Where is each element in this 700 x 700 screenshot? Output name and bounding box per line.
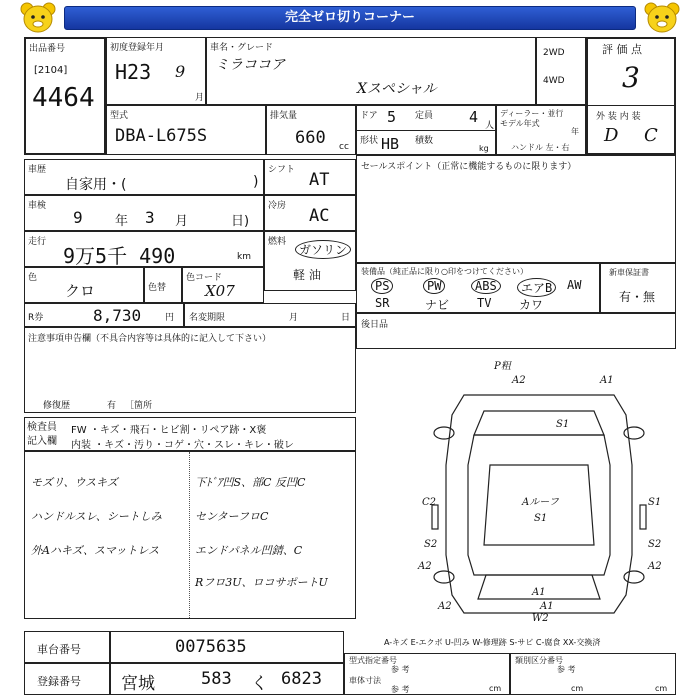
car-name-cell xyxy=(206,37,536,105)
banner-title: 完全ゼロ切りコーナー xyxy=(64,6,636,30)
grade-score-label: 評 価 点 xyxy=(602,43,642,56)
spec-label-2: 類別区分番号 xyxy=(515,656,563,665)
damage-mark: A2 xyxy=(438,601,452,612)
inspector-note-right: センターフロC xyxy=(195,510,269,523)
auction-sheet xyxy=(24,37,676,697)
inspection-label: 車検 xyxy=(28,201,47,211)
after-items-cell xyxy=(356,313,676,349)
color-change-cell xyxy=(144,267,182,303)
sales-point-label: セールスポイント（正常に機能するものに限ります） xyxy=(361,162,577,172)
recycle-unit: 円 xyxy=(165,313,175,323)
first-registration-cell xyxy=(106,37,206,105)
shape-label: 形状 xyxy=(360,136,379,146)
spec-cell xyxy=(344,653,510,695)
dims-label: 車体寸法 xyxy=(349,676,381,685)
equip-airbag: エアB xyxy=(517,278,556,297)
equip-tv: TV xyxy=(477,296,492,310)
doors-shape-cell xyxy=(356,105,496,155)
warranty-label: 新車保証書 xyxy=(609,268,649,277)
check-cell xyxy=(24,417,356,451)
inspector-note-left: ハンドルスレ、シートしみ xyxy=(31,510,162,523)
chassis-cell xyxy=(110,631,344,663)
lot-number: 4464 xyxy=(32,83,95,113)
dims-unit-3: cm xyxy=(655,684,668,693)
sales-point-cell xyxy=(356,155,676,263)
equip-aw: AW xyxy=(567,278,582,292)
damage-mark: S1 xyxy=(534,513,548,524)
shift-label: シフト xyxy=(268,165,296,175)
equip-navi: ナビ xyxy=(425,298,450,312)
handle-label: ハンドル 左・右 xyxy=(511,143,570,152)
banner xyxy=(0,0,700,36)
load-unit: kg xyxy=(479,144,489,153)
warranty: 有・無 xyxy=(619,290,656,304)
notes-label: 注意事項申告欄（不具合内容等は具体的に記入して下さい） xyxy=(28,334,272,344)
equip-ps: PS xyxy=(371,278,393,294)
insp-day-unit: 日) xyxy=(231,214,250,229)
lot-number-cell xyxy=(24,37,106,155)
fuel-diesel: 軽 油 xyxy=(293,268,321,282)
damage-mark: A2 xyxy=(512,375,526,386)
plate-label: 登録番号 xyxy=(37,675,81,688)
color-code-label: 色コード xyxy=(186,273,223,283)
diagram-label: P粗 xyxy=(494,361,511,372)
ac-cell xyxy=(264,195,356,231)
color-cell xyxy=(24,267,144,303)
check-row-2: 内装 ・キズ・汚り・コゲ・穴・スレ・キレ・破レ xyxy=(71,440,294,451)
damage-mark: S2 xyxy=(424,539,438,550)
color: クロ xyxy=(65,282,96,300)
damage-mark: A1 xyxy=(532,587,546,598)
repair-location: ［箇所 xyxy=(125,401,153,411)
recycle-amount: 8,730 xyxy=(93,306,142,325)
dealer-label: ディーラー・並行 xyxy=(500,109,564,118)
recycle-cell xyxy=(24,303,184,327)
damage-mark: C2 xyxy=(422,497,437,508)
model: DBA-L675S xyxy=(115,126,208,146)
drive-2wd: 2WD xyxy=(543,48,565,58)
inspector-note-right: エンドパネル凹錆、C xyxy=(195,544,303,557)
mileage: 9万5千 490 xyxy=(63,244,176,268)
spec-cell-2 xyxy=(510,653,676,695)
inspector-note-right: 下ﾄﾞｱ凹S、部C 反凹C xyxy=(195,476,306,489)
equip-leather: カワ xyxy=(519,298,544,312)
damage-mark: Aルーフ xyxy=(522,497,559,508)
inspector-note-left: モズリ、ウスキズ xyxy=(31,476,118,489)
dims-unit: cm xyxy=(489,684,502,693)
chassis-number: 0075635 xyxy=(175,637,247,657)
dims-ref: 参 考 xyxy=(391,685,410,694)
damage-mark: A2 xyxy=(648,561,662,572)
shape: HB xyxy=(381,135,400,153)
equipment-label: 装備品（純正品に限り○印をつけてください） xyxy=(361,267,528,276)
first-reg-label: 初度登録年月 xyxy=(110,43,165,53)
displacement-cell xyxy=(266,105,356,155)
name-change-cell xyxy=(184,303,356,327)
notes-cell xyxy=(24,327,356,413)
color-code: X07 xyxy=(205,282,235,300)
shift-cell xyxy=(264,159,356,195)
first-reg-month-unit: 月 xyxy=(195,93,205,103)
damage-mark: W2 xyxy=(532,613,549,623)
lot-label: 出品番号 xyxy=(29,44,66,54)
inspector-note-right: Rフロ3U、ロコサポートU xyxy=(195,576,328,589)
fuel-label: 燃料 xyxy=(268,237,287,247)
grade: Xスペシャル xyxy=(357,81,437,97)
bear-mascot-icon xyxy=(642,2,682,34)
lot-code: [2104] xyxy=(34,65,68,76)
equipment-cell xyxy=(356,263,600,313)
equip-sr: SR xyxy=(375,296,390,310)
repair-label: 修復歴 xyxy=(43,401,71,411)
shift: AT xyxy=(309,170,330,190)
name-change-day-unit: 日 xyxy=(341,313,351,323)
capacity-label: 定員 xyxy=(415,111,434,121)
damage-mark: A1 xyxy=(600,375,614,386)
plate-number: 6823 xyxy=(281,669,322,689)
fuel-gas: ガソリン xyxy=(295,240,351,259)
plate-region: 宮城 xyxy=(121,674,155,694)
ext-int-label: 外 装 内 装 xyxy=(596,112,641,122)
interior-grade: C xyxy=(644,125,658,146)
usage-close: ) xyxy=(253,174,259,190)
load-label: 積数 xyxy=(415,136,434,146)
drive-cell xyxy=(536,37,586,105)
model-year-unit: 年 xyxy=(571,127,579,136)
insp-year: 9 xyxy=(73,208,83,227)
warranty-cell xyxy=(600,263,676,313)
model-cell xyxy=(106,105,266,155)
car-name: ミラココア xyxy=(215,57,285,73)
model-label: 型式 xyxy=(110,111,129,121)
fuel-cell xyxy=(264,231,356,291)
damage-mark: S1 xyxy=(648,497,662,508)
usage: 自家用・( xyxy=(65,177,127,193)
grade-score-cell xyxy=(586,37,676,155)
insp-year-unit: 年 xyxy=(115,214,129,229)
insp-month: 3 xyxy=(145,208,155,227)
color-change-label: 色替 xyxy=(148,283,167,293)
usage-cell xyxy=(24,159,264,195)
spec-label: 型式指定番号 xyxy=(349,656,397,665)
first-reg-year: H23 xyxy=(115,60,152,84)
dealer-cell xyxy=(496,105,586,155)
equip-abs: ABS xyxy=(471,278,501,294)
recycle-label: R券 xyxy=(28,313,44,323)
check-label: 検査員 記入欄 xyxy=(27,422,57,447)
color-label: 色 xyxy=(28,273,38,283)
insp-month-unit: 月 xyxy=(175,214,189,229)
capacity-unit: 人 xyxy=(485,121,495,131)
first-reg-month: 9 xyxy=(175,62,186,81)
damage-legend: A-キズ E-エクボ U-凹み W-修理跡 S-サビ C-腐食 XX-交換済 xyxy=(384,638,601,647)
spec-ref-2: 参 考 xyxy=(557,665,576,674)
spec-ref: 参 考 xyxy=(391,665,410,674)
bear-mascot-icon xyxy=(18,2,58,34)
displacement-unit: cc xyxy=(339,142,349,152)
damage-mark: A1 xyxy=(540,601,554,612)
color-code-cell xyxy=(182,267,264,303)
doors: 5 xyxy=(387,108,397,126)
inspection-cell xyxy=(24,195,264,231)
model-year-label: モデル年式 xyxy=(500,119,540,128)
damage-mark: S2 xyxy=(648,539,662,550)
mileage-cell xyxy=(24,231,264,267)
exterior-grade: D xyxy=(604,125,619,146)
ac-label: 冷房 xyxy=(268,201,287,211)
mileage-label: 走行 xyxy=(28,237,47,247)
repair-value: 有 xyxy=(107,401,117,411)
chassis-label-cell xyxy=(24,631,110,663)
doors-label: ドア xyxy=(360,111,378,121)
car-name-label: 車名・グレード xyxy=(210,43,274,53)
name-change-label: 名変期限 xyxy=(189,313,226,323)
check-row-1: FW ・キズ・飛石・ヒビ割・リペア跡・X褒 xyxy=(71,425,267,436)
car-damage-diagram xyxy=(404,355,676,623)
plate-kana: く xyxy=(251,674,268,694)
ac: AC xyxy=(309,206,330,226)
displacement-label: 排気量 xyxy=(270,111,298,121)
usage-label: 車歴 xyxy=(28,165,47,175)
grade-score: 3 xyxy=(622,61,640,94)
displacement: 660 xyxy=(295,128,326,148)
equip-pw: PW xyxy=(423,278,445,294)
inspector-notes-cell xyxy=(24,451,356,619)
plate-class: 583 xyxy=(201,669,232,689)
mileage-unit: km xyxy=(237,252,251,262)
damage-mark: A2 xyxy=(418,561,432,572)
capacity: 4 xyxy=(469,108,479,126)
drive-4wd: 4WD xyxy=(543,76,565,86)
name-change-month-unit: 月 xyxy=(289,313,299,323)
after-items-label: 後日品 xyxy=(361,320,389,330)
dims-unit-2: cm xyxy=(571,684,584,693)
chassis-label: 車台番号 xyxy=(37,643,81,656)
plate-cell xyxy=(110,663,344,695)
inspector-note-left: 外Aハキズ、スマットレス xyxy=(31,544,160,557)
plate-label-cell xyxy=(24,663,110,695)
damage-mark: S1 xyxy=(556,419,570,430)
